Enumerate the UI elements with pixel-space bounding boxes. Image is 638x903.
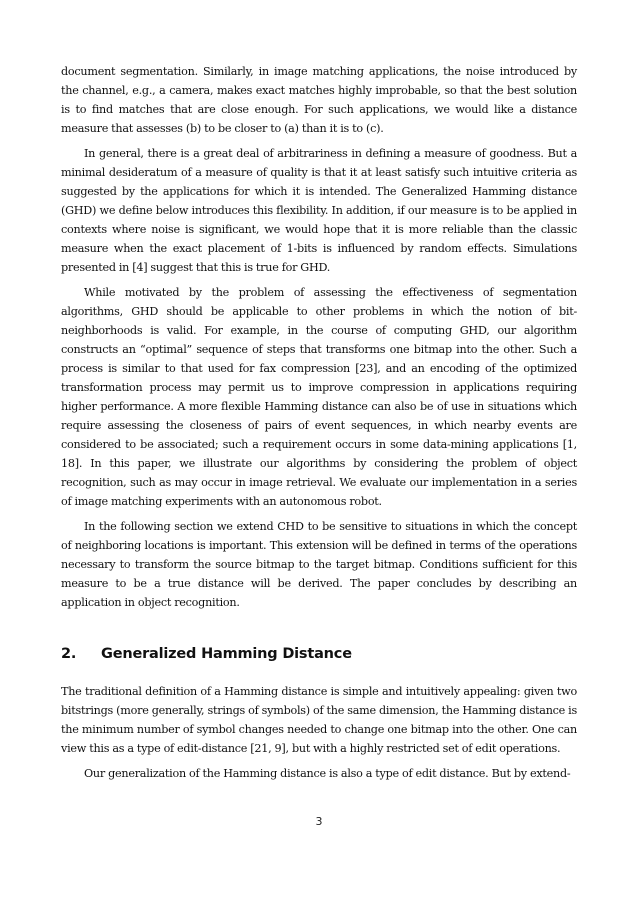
section-heading <box>61 644 577 664</box>
paragraph-4: In the following section we extend CHD to be sensitive to situations in which the concept of neighboring locations is important. This extension will be defined in terms of the operations necessary to transform the source bitmap to the target bitmap. Conditions sufficient for this measure to be a true distance will be derived. The paper concludes by describing an application in object recognition. <box>61 520 577 609</box>
section-paragraph-1: The traditional definition of a Hamming distance is simple and intuitively appealing: given two bitstrings (more generally, strings of symbols) of the same dimension, the Hamming distance is the minimum number of symbol changes needed to change one bitmap into the other. One can view this as a type of edit-distance [21, 9], but with a highly restricted set of edit operations. <box>61 685 577 755</box>
paragraph-2: In general, there is a great deal of arbitrariness in defining a measure of goodness. But a minimal desideratum of a measure of quality is that it at least satisfy such intuitive criteria as suggested by the applications for which it is intended. The Generalized Hamming distance (GHD) we define below introduces this flexibility. In addition, if our measure is to be applied in contexts where noise is significant, we would hope that it is more reliable than the classic measure when the exact placement of 1-bits is influenced by random effects. Simulations presented in [4] suggest that this is true for GHD. <box>61 147 577 274</box>
section-paragraph-2: Our generalization of the Hamming distance is also a type of edit distance. But by extend- <box>84 767 571 780</box>
page-body <box>61 62 577 789</box>
paragraph-1: document segmentation. Similarly, in image matching applications, the noise introduced by the channel, e.g., a camera, makes exact matches highly improbable, so that the best solution is to find matches that are close enough. For such applications, we would like a distance measure that assesses (b) to be closer to (a) than it is to (c). <box>61 65 577 135</box>
section-number: 2. <box>61 646 77 662</box>
page-number: 3 <box>315 815 323 828</box>
section-title: Generalized Hamming Distance <box>101 646 352 662</box>
paragraph-3: While motivated by the problem of assessing the effectiveness of segmentation algorithms, GHD should be applicable to other problems in which the notion of bit-neighborhoods is valid. For example, in the course of computing GHD, our algorithm constructs an “optimal” sequence of steps that transforms one bitmap into the other. Such a process is similar to that used for fax compression [23], and an encoding of the optimized transformation process may permit us to improve compression in applications requiring higher performance. A more flexible Hamming distance can also be of use in situations which require assessing the closeness of pairs of event sequences, in which nearby events are considered to be associated; such a requirement occurs in some data-mining applications [1, 18]. In this paper, we illustrate our algorithms by considering the problem of object recognition, such as may occur in image retrieval. We evaluate our implementation in a series of image matching experiments with an autonomous robot. <box>61 286 577 508</box>
